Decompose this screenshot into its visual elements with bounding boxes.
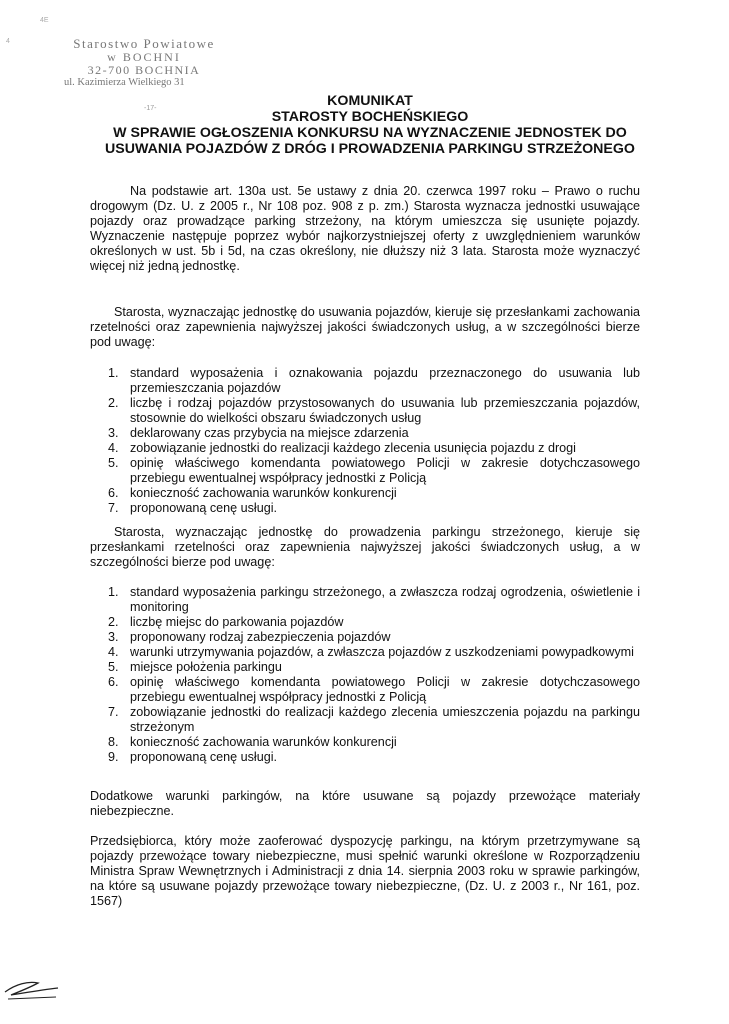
list-item-text: liczbę miejsc do parkowania pojazdów — [130, 615, 344, 629]
list-item — [108, 501, 640, 516]
list-item-text: konieczność zachowania warunków konkurencji — [130, 486, 397, 500]
list-item — [108, 441, 640, 456]
list-item-text: zobowiązanie jednostki do realizacji każdego zlecenia usunięcia pojazdu z drogi — [130, 441, 576, 455]
entrepreneur-paragraph: Przedsiębiorca, który może zaoferować dyspozycję parkingu, na którym przetrzymywane są pojazdy przewożące towary niebezpieczne, musi spełnić warunki określone w Rozporządzeniu Ministra Spraw Wewnętrznych i Administracji z dnia 14. sierpnia 2003 roku w sprawie parkingów, na które są usuwane pojazdy przewożące towary niebezpieczne, (Dz. U. z 2003 r., Nr 161, poz. 1567) — [90, 834, 640, 908]
list-item — [108, 660, 640, 675]
section1-lead-text: Starosta, wyznaczając jednostkę do usuwania pojazdów, kieruje się przesłankami zachowania rzetelności oraz zapewnienia najwyższej jakości świadczonych usług, a w szczególności bierze pod uwagę: — [90, 305, 640, 349]
list-item-number: 6. — [108, 675, 119, 689]
document-title: KOMUNIKAT — [327, 93, 413, 109]
document-heading-line-2: USUWANIA POJAZDÓW Z DRÓG I PROWADZENIA PARKINGU STRZEŻONEGO — [105, 141, 635, 157]
list-item-number: 7. — [108, 705, 119, 719]
list-item-number: 6. — [108, 486, 119, 500]
list-item-text: zobowiązanie jednostki do realizacji każdego zlecenia umieszczenia pojazdu na parkingu strzeżonym — [130, 705, 640, 734]
list-item-number: 7. — [108, 501, 119, 515]
list-item-text: miejsce położenia parkingu — [130, 660, 282, 674]
list-item — [108, 366, 640, 396]
list-item-text: proponowaną cenę usługi. — [130, 501, 278, 515]
list-item-number: 4. — [108, 441, 119, 455]
document-header — [60, 93, 680, 157]
list-item-text: standard wyposażenia parkingu strzeżonego, a zwłaszcza rodzaj ogrodzenia, oświetlenie i monitoring — [130, 585, 640, 614]
list-item-number: 2. — [108, 615, 119, 629]
section1-lead — [90, 305, 640, 350]
list-item — [108, 675, 640, 705]
parking-criteria-list — [108, 585, 640, 765]
signature-mark — [2, 968, 62, 1008]
list-item-number: 3. — [108, 426, 119, 440]
document-subtitle: STAROSTY BOCHEŃSKIEGO — [271, 109, 469, 125]
intro-text: Na podstawie art. 130a ust. 5e ustawy z dnia 20. czerwca 1997 roku – Prawo o ruchu drogowym (Dz. U. z 2005 r., Nr 108 poz. 908 z p. zm.) Starosta wyznacza jednostki usuwające pojazdy oraz prowadzące parking strzeżony, na którym umieszcza się usunięte pojazdy. Wyznaczenie następuje poprzez wybór najkorzystniejszej oferty z uwzględnieniem warunków określonych w ust. 5b i 5d, na czas określony, nie dłuższy niż 3 lata. Starosta może wyznaczyć więcej niż jedną jednostkę. — [90, 184, 640, 273]
list-item-number: 1. — [108, 585, 119, 599]
list-item-number: 5. — [108, 456, 119, 470]
list-item-number: 3. — [108, 630, 119, 644]
list-item — [108, 735, 640, 750]
scan-mark-left: 4 — [6, 38, 10, 45]
list-item — [108, 645, 640, 660]
list-item — [108, 615, 640, 630]
list-item-number: 9. — [108, 750, 119, 764]
list-item — [108, 456, 640, 486]
list-item — [108, 630, 640, 645]
list-item-text: proponowany rodzaj zabezpieczenia pojazdów — [130, 630, 391, 644]
list-item-text: konieczność zachowania warunków konkurencji — [130, 735, 397, 749]
intro-paragraph — [90, 184, 640, 274]
list-item — [108, 396, 640, 426]
list-item — [108, 750, 640, 765]
stamp-line-2: w BOCHNI — [107, 50, 181, 64]
list-item-text: liczbę i rodzaj pojazdów przystosowanych do usuwania lub przemieszczania pojazdów, stosownie do wielkości obszaru świadczonych usług — [130, 396, 640, 425]
list-item-number: 2. — [108, 396, 119, 410]
list-item-number: 4. — [108, 645, 119, 659]
list-item-text: proponowaną cenę usługi. — [130, 750, 278, 764]
list-item — [108, 426, 640, 441]
list-item-text: warunki utrzymywania pojazdów, a zwłaszcza pojazdów z uszkodzeniami powypadkowymi — [130, 645, 634, 659]
stamp-line-3: 32-700 BOCHNIA — [87, 63, 201, 77]
list-item-number: 8. — [108, 735, 119, 749]
list-item-text: deklarowany czas przybycia na miejsce zdarzenia — [130, 426, 409, 440]
list-item — [108, 705, 640, 735]
removal-criteria-list — [108, 366, 640, 516]
office-stamp — [54, 36, 234, 89]
list-item-text: opinię właściwego komendanta powiatowego Policji w zakresie dotychczasowego przebiegu ewentualnej współpracy jednostki z Policją — [130, 456, 640, 485]
list-item-text: opinię właściwego komendanta powiatowego Policji w zakresie dotychczasowego przebiegu ewentualnej współpracy jednostki z Policją — [130, 675, 640, 704]
list-item — [108, 585, 640, 615]
extra-conditions-paragraph: Dodatkowe warunki parkingów, na które usuwane są pojazdy przewożące materiały niebezpieczne. — [90, 789, 640, 818]
section2-lead — [90, 525, 640, 570]
stamp-line-4: ul. Kazimierza Wielkiego 31 — [64, 77, 185, 88]
scan-mark-top: 4E — [40, 17, 49, 24]
section2-lead-text: Starosta, wyznaczając jednostkę do prowadzenia parkingu strzeżonego, kieruje się przesłankami rzetelności oraz zapewnienia najwyższej jakości świadczonych usług, a w szczególności bierze pod uwagę: — [90, 525, 640, 569]
document-heading-line-1: W SPRAWIE OGŁOSZENIA KONKURSU NA WYZNACZENIE JEDNOSTEK DO — [113, 125, 627, 141]
list-item-number: 1. — [108, 366, 119, 380]
list-item-text: standard wyposażenia i oznakowania pojazdu przeznaczonego do usuwania lub przemieszczania pojazdów — [130, 366, 640, 395]
stamp-line-1: Starostwo Powiatowe — [73, 36, 215, 51]
stamp-note: -17- — [144, 105, 157, 112]
list-item — [108, 486, 640, 501]
list-item-number: 5. — [108, 660, 119, 674]
